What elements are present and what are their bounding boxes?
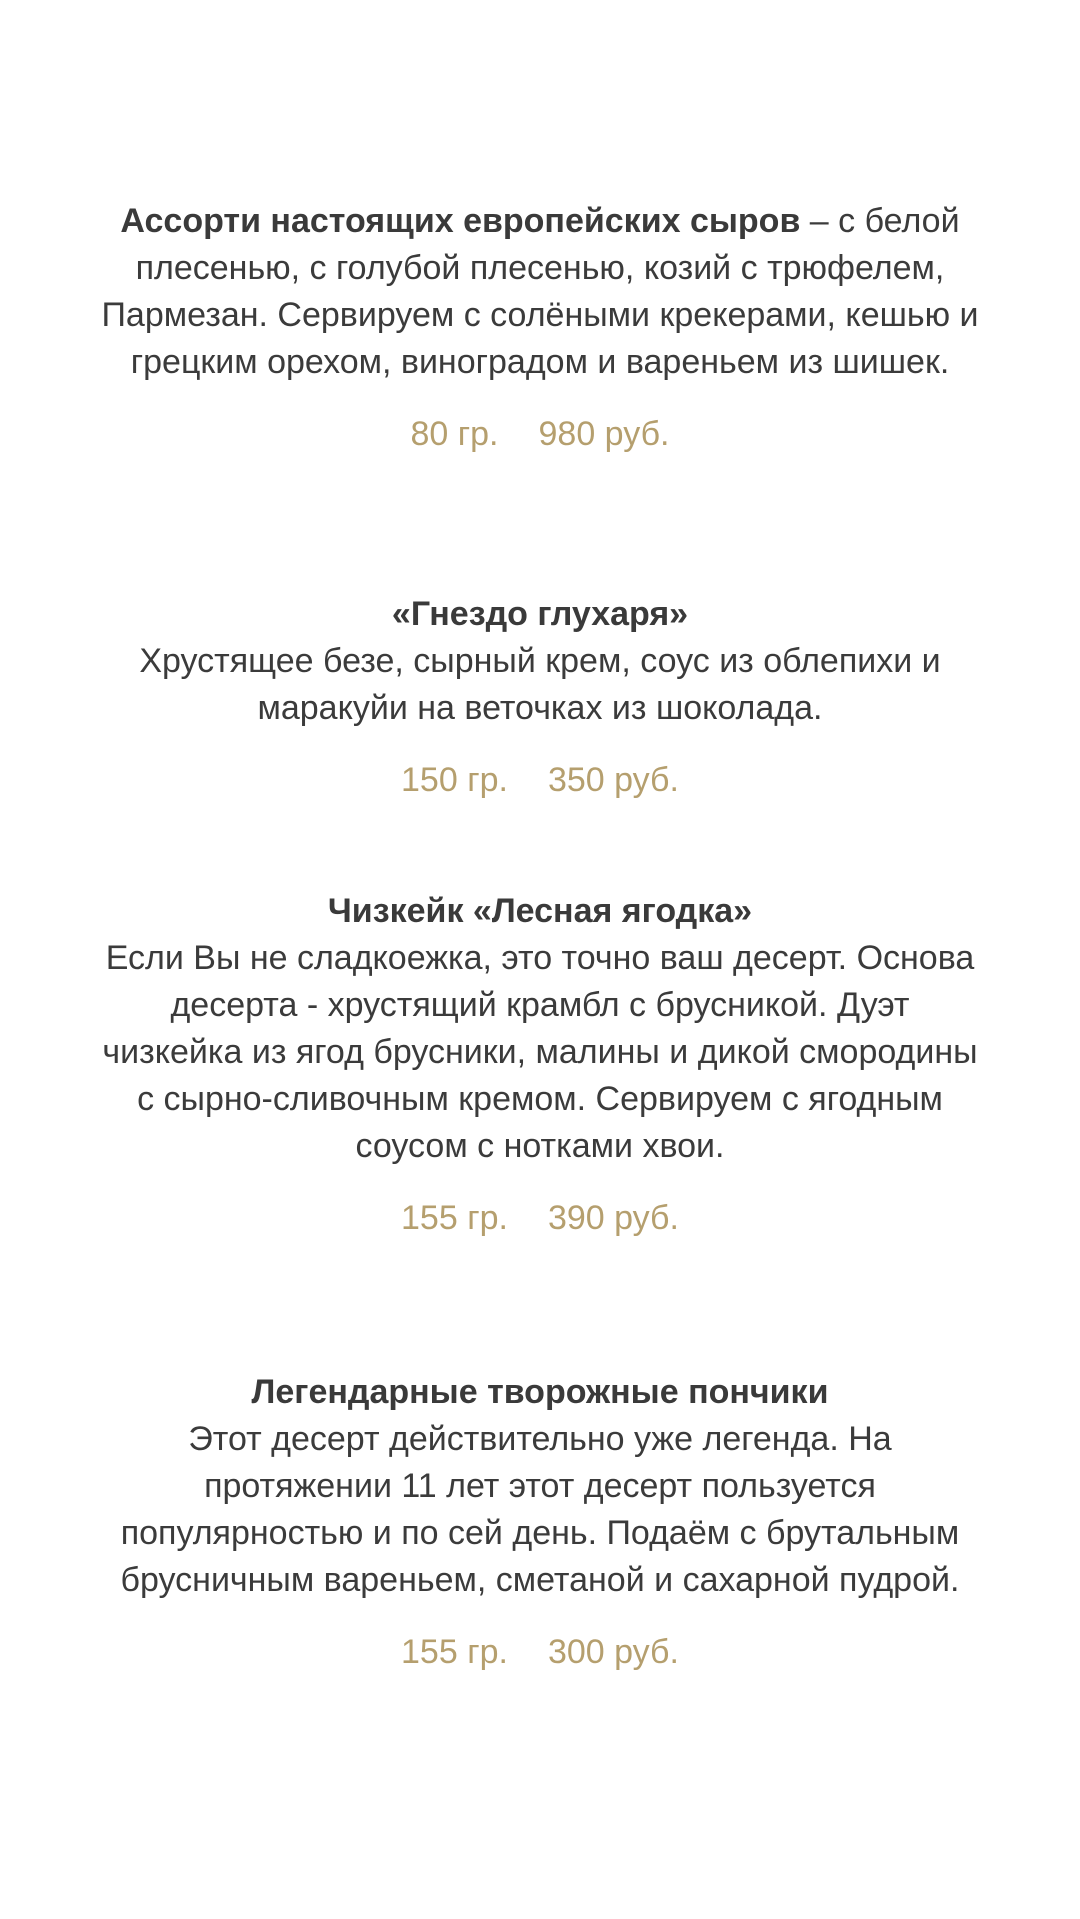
menu-item-price: 350 руб. <box>547 761 679 799</box>
menu-item-grouse-nest <box>100 591 980 802</box>
menu-item-weight: 155 гр. <box>401 1199 508 1237</box>
menu-item-text <box>100 1369 980 1604</box>
menu-item-price: 980 руб. <box>538 415 670 453</box>
menu-item-description: Хрустящее безе, сырный крем, соус из облепихи и маракуйи на веточках из шоколада. <box>139 642 941 727</box>
menu-item-description: – с белой плесенью, с голубой плесенью, козий с трюфелем, Пармезан. Сервируем с солёными крекерами, кешью и грецким орехом, виноградом и вареньем из шишек. <box>101 202 979 381</box>
menu-item-text <box>100 888 980 1170</box>
menu-item-text <box>100 198 980 386</box>
menu-item-title: «Гнездо глухаря» <box>391 595 689 633</box>
menu-item-description: Этот десерт действительно уже легенда. На протяжении 11 лет этот десерт пользуется популярностью и по сей день. Подаём с брутальным брусничным вареньем, сметаной и сахарной пудрой. <box>120 1420 960 1599</box>
menu-item-curd-donuts <box>100 1369 980 1674</box>
menu-item-description: Если Вы не сладкоежка, это точно ваш десерт. Основа десерта - хрустящий крамбл с брусникой. Дуэт чизкейка из ягод брусники, малины и дикой смородины с сырно-сливочным кремом. Сервируем с ягодным соусом с нотками хвои. <box>102 939 978 1165</box>
menu-item-weight: 155 гр. <box>401 1633 508 1671</box>
menu-item-title: Ассорти настоящих европейских сыров <box>120 202 801 240</box>
menu-item-weight: 80 гр. <box>410 415 499 453</box>
menu-item-price: 300 руб. <box>547 1633 679 1671</box>
menu-item-price: 390 руб. <box>547 1199 679 1237</box>
menu-item-text <box>100 591 980 732</box>
price-row <box>100 758 980 802</box>
menu-item-cheese-platter <box>100 198 980 456</box>
price-row <box>100 1630 980 1674</box>
menu-item-title: Чизкейк «Лесная ягодка» <box>327 892 753 930</box>
price-row <box>100 412 980 456</box>
menu-item-title: Легендарные творожные пончики <box>251 1373 829 1411</box>
menu-item-weight: 150 гр. <box>401 761 508 799</box>
menu-item-forest-berry-cheesecake <box>100 888 980 1240</box>
price-row <box>100 1196 980 1240</box>
